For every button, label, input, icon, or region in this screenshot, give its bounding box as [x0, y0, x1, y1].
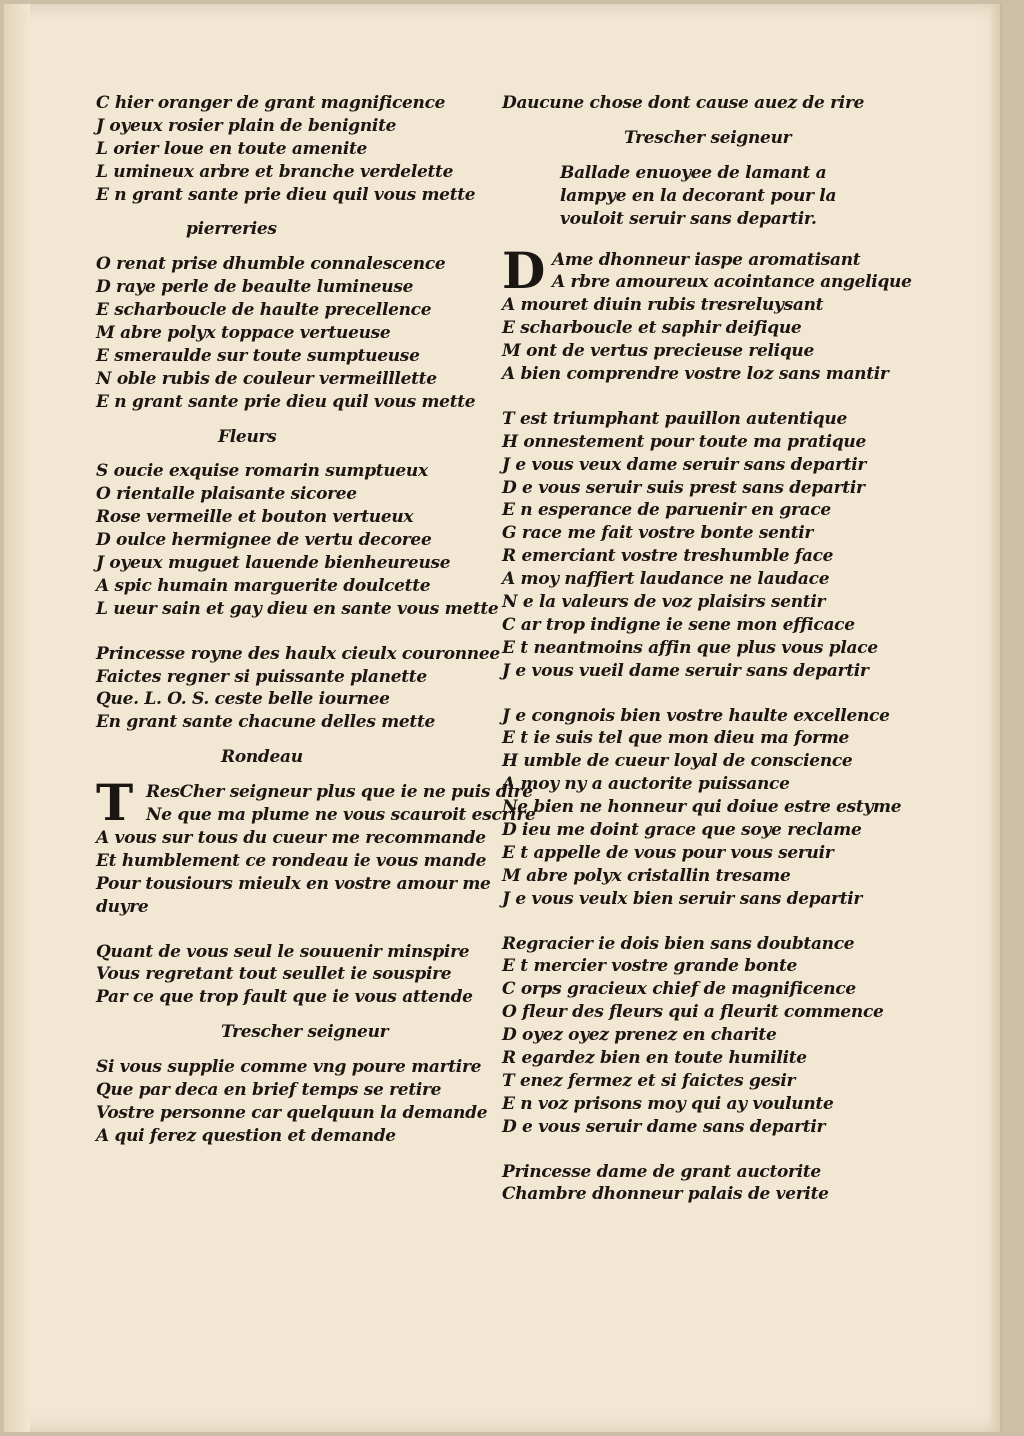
verse-line: L umineux arbre et branche verdelette: [96, 161, 454, 182]
verse-line: M ont de vertus precieuse relique: [502, 341, 814, 362]
verse-line: E t neantmoins affin que plus vous place: [502, 637, 878, 658]
stanza-gap: [502, 683, 882, 705]
verse-line: R emerciant vostre treshumble face: [502, 546, 834, 567]
ballade-opening: [502, 240, 912, 300]
verse-line: Rose vermeille et bouton vertueux: [96, 507, 414, 528]
verse-line: C orps gracieux chief de magnificence: [502, 979, 856, 1000]
ballade-stanza-4: [502, 933, 882, 1139]
verse-line: A rbre amoureux acointance angelique: [552, 272, 912, 293]
verse-line: Par ce que trop fault que ie vous attende: [96, 987, 473, 1008]
left-column: [96, 92, 536, 1148]
verse-line: C ar trop indigne ie sene mon efficace: [502, 614, 855, 635]
verse-line: Faictes regner si puissante planette: [96, 666, 427, 687]
stanza-orange: [96, 92, 476, 206]
stanza-pierreries: [96, 253, 476, 413]
rondeau-quant: [96, 941, 476, 1010]
verse-line: E t mercier vostre grande bonte: [502, 956, 798, 977]
verse-line: Princesse dame de grant auctorite: [502, 1161, 821, 1182]
verse-line: Quant de vous seul le souuenir minspire: [96, 941, 470, 962]
verse-line: T est triumphant pauillon autentique: [502, 408, 847, 429]
heading-rondeau: Rondeau: [221, 747, 303, 768]
verse-line: A vous sur tous du cueur me recommande: [96, 827, 486, 848]
ballade-envoi: [502, 1161, 882, 1207]
verse-line: ResCher seigneur plus que ie ne puis dire: [146, 782, 533, 803]
verse-line: E t appelle de vous pour vous seruir: [502, 842, 834, 863]
verse-line: J e vous veux dame seruir sans departir: [502, 454, 867, 475]
rondeau-block: [96, 773, 536, 833]
verse-line: G race me fait vostre bonte sentir: [502, 523, 814, 544]
stanza-fleurs: [96, 460, 499, 620]
verse-line: A moy naffiert laudance ne laudace: [502, 569, 830, 590]
verse-line: E n voz prisons moy qui ay voulunte: [502, 1093, 834, 1114]
verse-line: O renat prise dhumble connalescence: [96, 254, 446, 275]
ballade-stanza-2: [502, 408, 882, 683]
verse-line: Chambre dhonneur palais de verite: [502, 1184, 829, 1205]
verse-line: H umble de cueur loyal de conscience: [502, 751, 853, 772]
verse-line: Princesse royne des haulx cieulx couronnee: [96, 643, 500, 664]
verse-line: duyre: [96, 896, 149, 917]
verse-line: D e vous seruir suis prest sans departir: [502, 477, 865, 498]
verse-line: A bien comprendre vostre loz sans mantir: [502, 363, 889, 384]
verse-line: H onnestement pour toute ma pratique: [502, 431, 866, 452]
verse-line: Regracier ie dois bien sans doubtance: [502, 933, 855, 954]
verse-line: A qui ferez question et demande: [96, 1125, 396, 1146]
verse-line: Vostre personne car quelquun la demande: [96, 1102, 488, 1123]
rondeau-supplie: [96, 1056, 488, 1148]
verse-line: Pour tousiours mieulx en vostre amour me: [96, 873, 491, 894]
heading-trescher-seigneur: Trescher seigneur: [624, 127, 792, 148]
verse-line: Ame dhonneur iaspe aromatisant: [552, 249, 861, 270]
verse-line: A spic humain marguerite doulcette: [96, 575, 431, 596]
right-column: [502, 92, 912, 1206]
verse-line: Ne que ma plume ne vous scauroit escrire: [146, 805, 536, 826]
drop-cap: T: [96, 773, 133, 833]
verse-line: E n grant sante prie dieu quil vous mette: [96, 391, 476, 412]
verse-line: E scharboucle et saphir deifique: [502, 318, 802, 339]
verse-line: E smeraulde sur toute sumptueuse: [96, 345, 420, 366]
verse-line: T enez fermez et si faictes gesir: [502, 1070, 796, 1091]
verse-line: N oble rubis de couleur vermeilllette: [96, 368, 437, 389]
stanza-gap: [502, 1139, 882, 1161]
verse-line: O fleur des fleurs qui a fleurit commence: [502, 1002, 884, 1023]
verse-line: D oyez oyez prenez en charite: [502, 1025, 777, 1046]
verse-line: Vous regretant tout seullet ie souspire: [96, 964, 452, 985]
heading-pierreries: pierreries: [186, 219, 277, 240]
verse-line: Ne bien ne honneur qui doiue estre estyme: [502, 797, 902, 818]
verse-line: Que. L. O. S. ceste belle iournee: [96, 689, 390, 710]
heading-fleurs: Fleurs: [218, 426, 277, 447]
verse-line: J e vous veulx bien seruir sans departir: [502, 888, 863, 909]
verse-line: A moy ny a auctorite puissance: [502, 774, 790, 795]
verse-line: L ueur sain et gay dieu en sante vous mette: [96, 598, 499, 619]
book-page: [4, 4, 1002, 1432]
verse-line: M abre polyx toppace vertueuse: [96, 323, 391, 344]
ballade-note: Ballade enuoyee de lamant a lampye en la decorant pour la vouloit seruir sans departir.: [560, 162, 837, 229]
envoi-princesse: [96, 643, 500, 735]
verse-line: En grant sante chacune delles mette: [96, 712, 436, 733]
heading-trescher-seigneur: Trescher seigneur: [221, 1022, 389, 1043]
stanza-gap: [502, 386, 882, 408]
verse-line: O rientalle plaisante sicoree: [96, 484, 357, 505]
stanza-gap: [502, 231, 882, 249]
verse-line: Que par deca en brief temps se retire: [96, 1079, 442, 1100]
verse-line: D ieu me doint grace que soye reclame: [502, 819, 862, 840]
verse-line: S oucie exquise romarin sumptueux: [96, 461, 428, 482]
verse-line: Daucune chose dont cause auez de rire: [502, 93, 865, 113]
stanza-gap: [502, 911, 882, 933]
verse-line: E n esperance de paruenir en grace: [502, 500, 831, 521]
verse-line: J oyeux muguet lauende bienheureuse: [96, 553, 451, 574]
verse-line: E t ie suis tel que mon dieu ma forme: [502, 728, 850, 749]
verse-line: A mouret diuin rubis tresreluysant: [502, 295, 824, 316]
verse-line: M abre polyx cristallin tresame: [502, 865, 791, 886]
verse-line: D e vous seruir dame sans departir: [502, 1116, 826, 1137]
verse-line: L orier loue en toute amenite: [96, 138, 368, 159]
verse-line: J e congnois bien vostre haulte excellence: [502, 705, 890, 726]
verse-line: J oyeux rosier plain de benignite: [96, 115, 397, 136]
verse-line: R egardez bien en toute humilite: [502, 1048, 807, 1068]
stanza-gap: [96, 621, 476, 643]
verse-line: D oulce hermignee de vertu decoree: [96, 530, 432, 551]
drop-cap: D: [502, 240, 546, 300]
verse-line: J e vous vueil dame seruir sans departir: [502, 660, 869, 681]
verse-line: Si vous supplie comme vng poure martire: [96, 1057, 482, 1078]
verse-line: E n grant sante prie dieu quil vous mette: [96, 184, 476, 205]
verse-line: C hier oranger de grant magnificence: [96, 93, 446, 113]
verse-line: Et humblement ce rondeau ie vous mande: [96, 850, 487, 871]
verse-line: E scharboucle de haulte precellence: [96, 300, 432, 321]
verse-line: D raye perle de beaulte lumineuse: [96, 277, 414, 298]
ballade-stanza-3: [502, 705, 902, 911]
stanza-gap: [96, 919, 476, 941]
verse-line: N e la valeurs de voz plaisirs sentir: [502, 591, 826, 612]
